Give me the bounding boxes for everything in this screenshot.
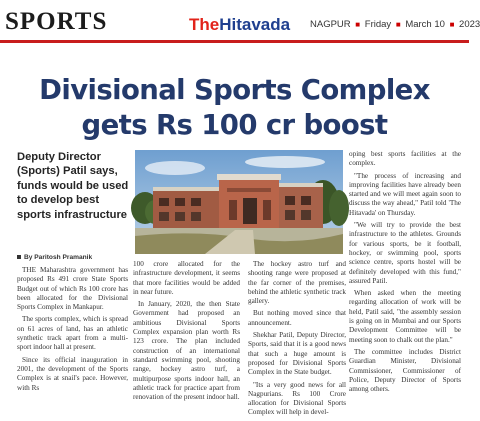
paragraph: Shekhar Patil, Deputy Director, Sports, said that it is a good news that such a huge amount is proposed for Divisional Sports Complex in the State budget. <box>248 331 346 377</box>
paragraph: The sports complex, which is spread on 61 acres of land, has an athletic synthetic track apart from a multi-sport indoor hall at present. <box>17 315 128 352</box>
paragraph: The hockey astro turf and shooting range were proposed at the far corner of the premises, behind the athletic synthetic track gallery. <box>248 260 346 306</box>
dateline <box>310 19 480 30</box>
article-column-3 <box>248 260 346 421</box>
paragraph: "The process of increasing and improving facilities have already been started and we will meet again soon to discuss the way ahead," Patil told 'The Hitavada' on Thursday. <box>349 171 461 217</box>
headline-line-1: Divisional Sports Complex <box>39 74 430 106</box>
separator-icon: ■ <box>355 20 361 29</box>
dateline-day: Friday <box>364 19 392 30</box>
paragraph: When asked when the meeting regarding allocation of work will be held, Patil said, "the assembly session is going on in Mumbai and our Sports Development Committee will be meeting soon to chalk out the plan." <box>349 289 461 344</box>
article-column-1 <box>17 266 128 396</box>
article-column-2 <box>133 260 240 405</box>
byline <box>17 254 92 261</box>
dateline-city: NAGPUR <box>310 19 351 30</box>
sports-complex-photo <box>135 150 343 254</box>
paragraph: Since its official inauguration in 2001, the development of the Sports Complex is at snail's pace. However, with Rs <box>17 355 128 392</box>
paragraph: In January, 2020, the then State Government had proposed an ambitious Divisional Sports Complex expansion plan worth Rs 123 crore. The plan included construction of an international standard swimming pool, shooting range, hockey astro turf, a multipurpose sports indoor hall, an athletic track for practice apart from renovation of the present indoor hall. <box>133 300 240 402</box>
byline-text: By Paritosh Pramanik <box>24 254 93 261</box>
headline-line-2: gets Rs 100 cr boost <box>81 109 388 141</box>
logo-name: Hitavada <box>219 15 291 34</box>
masthead <box>0 0 480 40</box>
newspaper-logo <box>189 15 290 35</box>
bullet-icon <box>17 255 21 259</box>
dateline-year: 2023 <box>459 19 480 30</box>
separator-icon: ■ <box>449 20 455 29</box>
article-column-4 <box>349 150 461 397</box>
paragraph: "We will try to provide the best infrastructure to the athletes. Grounds for various sports, be it football, hockey, or swimming pool, sports science centre, sports hostel will be definitely developed with this fund," assured Patil. <box>349 221 461 285</box>
separator-icon: ■ <box>395 20 401 29</box>
paragraph: 100 crore allocated for the infrastructure development, it seems that more facilities would be added in near future. <box>133 260 240 296</box>
article-deck: Deputy Director (Sports) Patil says, funds would be used to develop best sports infrastructure <box>17 151 129 221</box>
header-rule <box>0 40 469 43</box>
logo-the: The <box>189 15 220 34</box>
section-title: SPORTS <box>5 8 108 35</box>
paragraph: The committee includes District Guardian Minister, Divisional Commissioner, Commissioner of Police, Deputy Director of Sports among others. <box>349 347 461 394</box>
paragraph: "Its a very good news for all Nagpurians. Rs 100 Crore allocation for Divisional Sports Complex will help in devel- <box>248 380 346 417</box>
paragraph: THE Maharashtra government has proposed Rs 491 crore State Sports Budget out of which Rs 100 crore has been allocated for the Divisional Sports Complex in Mankapur. <box>17 266 128 312</box>
paragraph: oping best sports facilities at the complex. <box>349 150 461 168</box>
paragraph: But nothing moved since that announcement. <box>248 309 346 327</box>
dateline-date: March 10 <box>405 19 445 30</box>
